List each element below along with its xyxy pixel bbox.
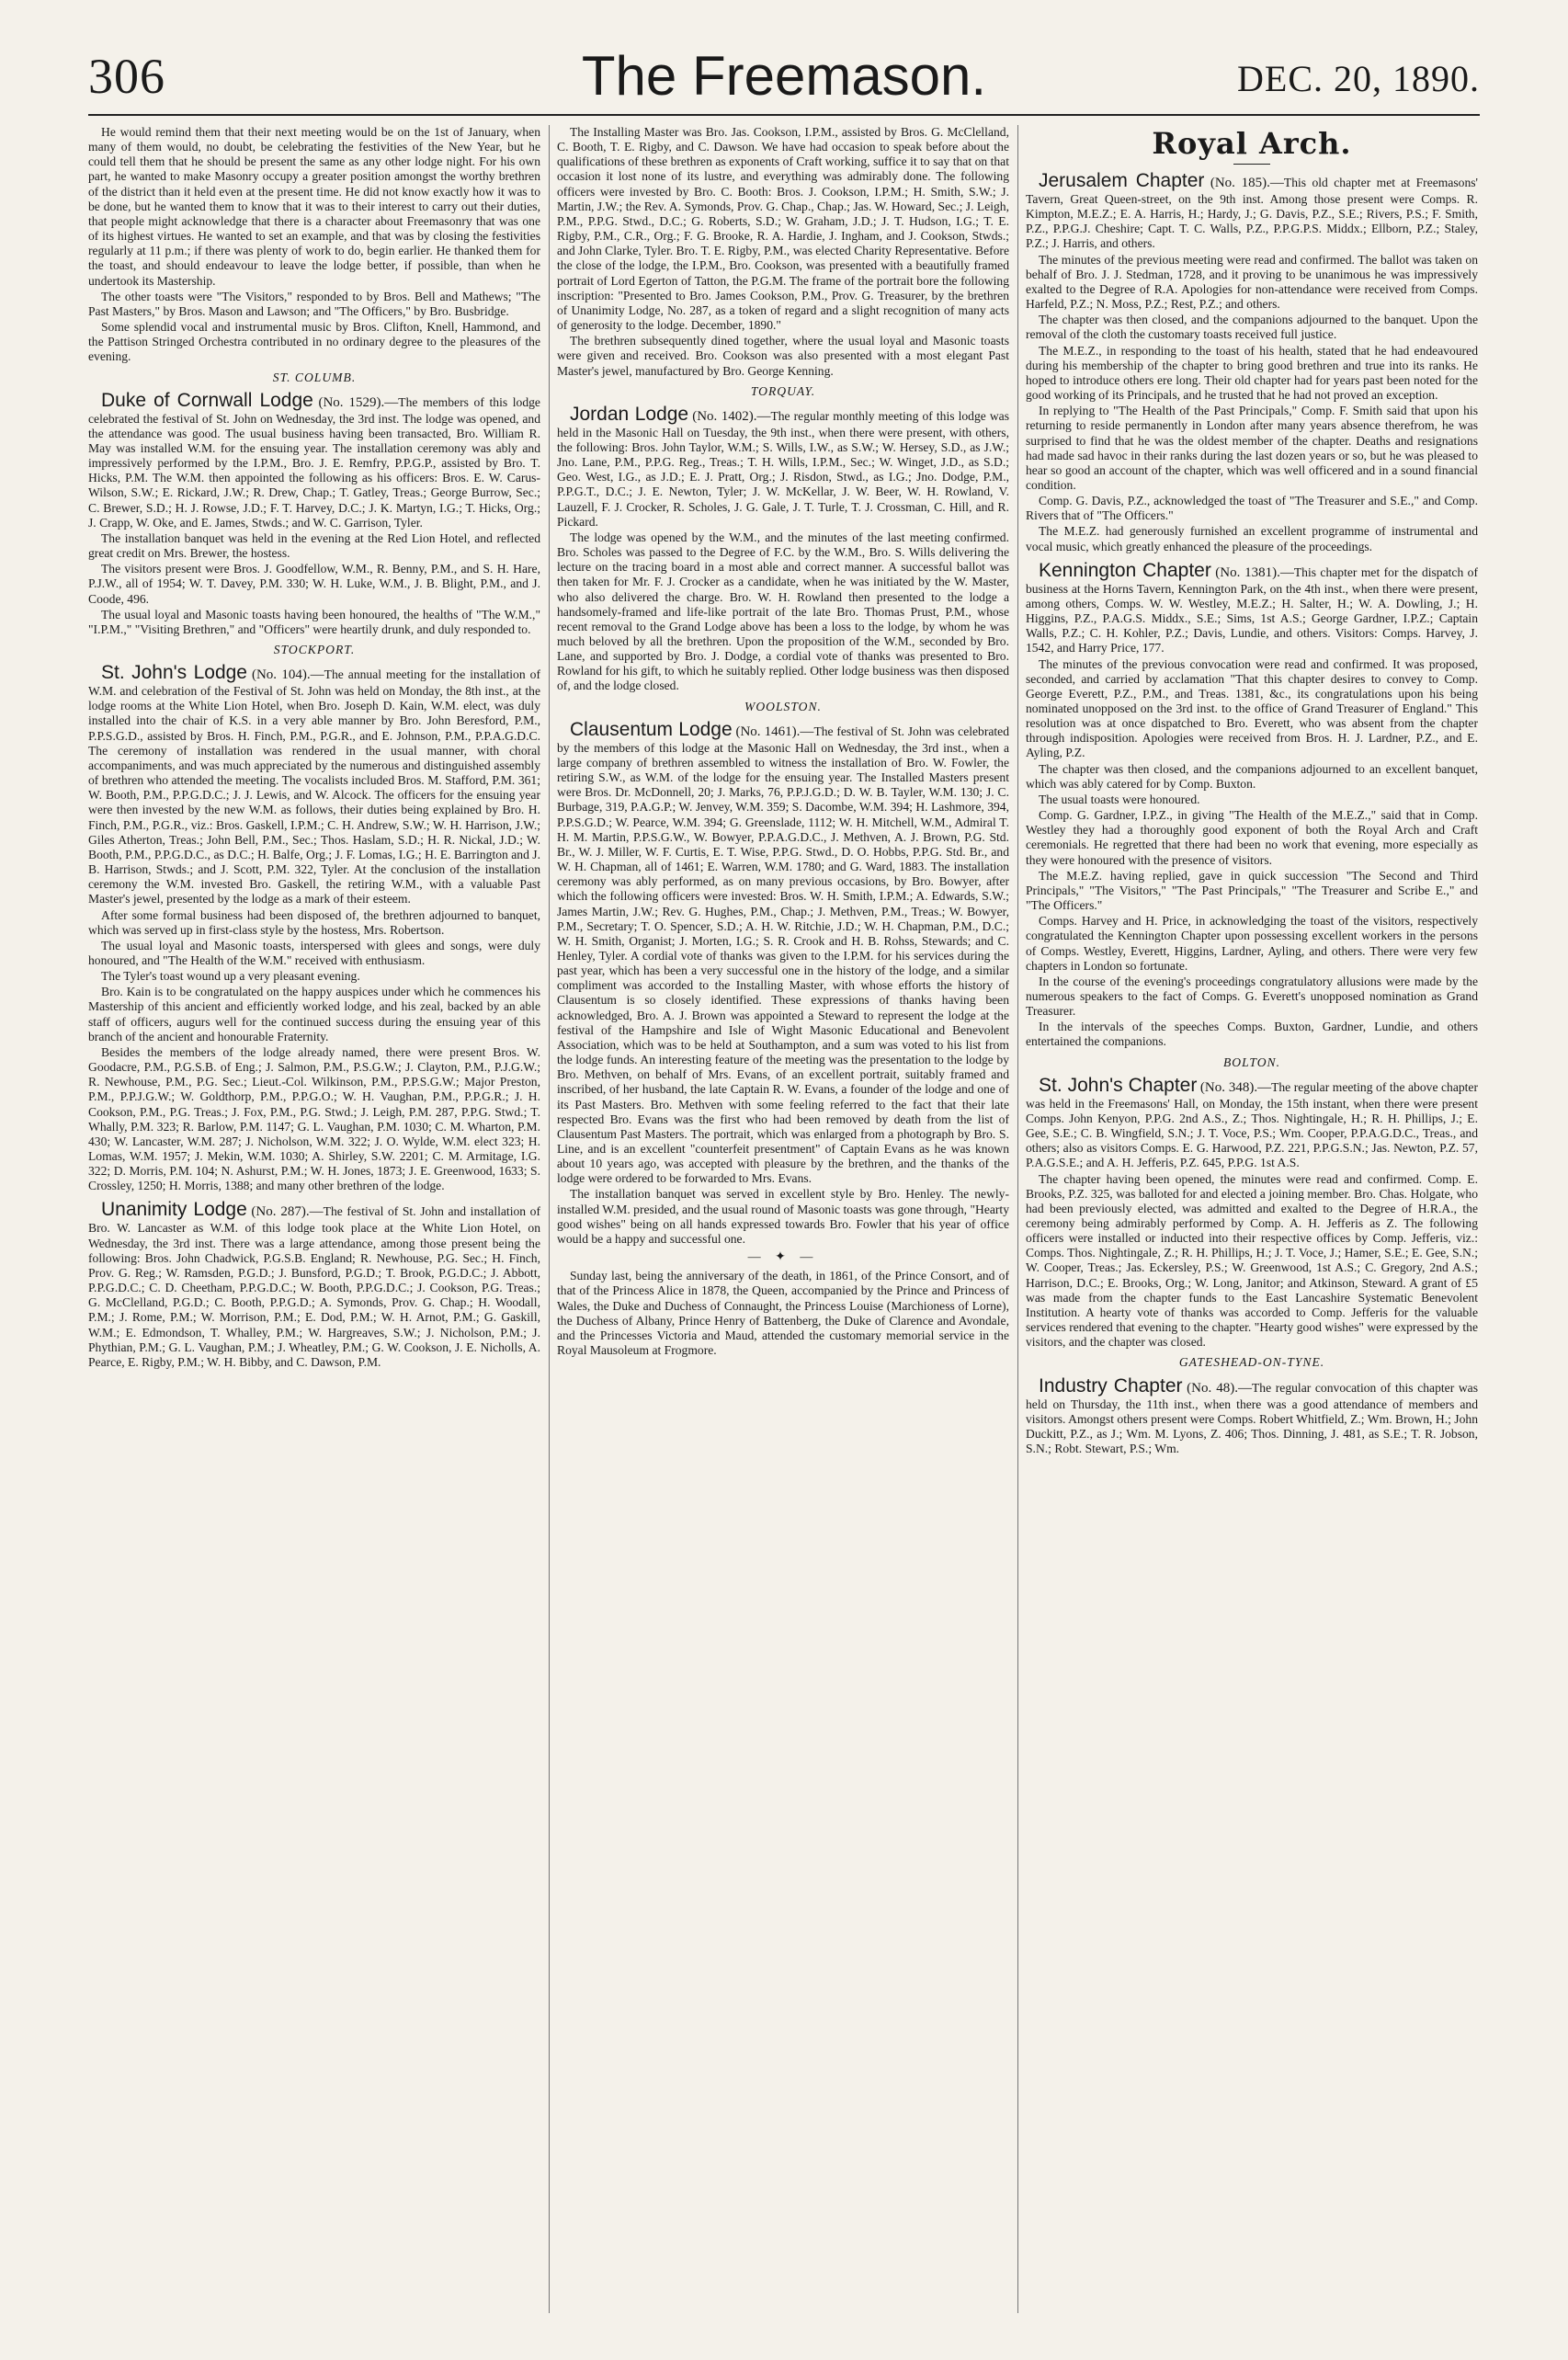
chapter-report	[1026, 1075, 1478, 1171]
publication-title: The Freemason.	[581, 45, 987, 107]
lodge-title: Clausentum Lodge	[570, 718, 733, 740]
report-text: The regular monthly meeting of this lodge was held in the Masonic Hall on Tuesday, the 9th inst., when there were present, with others, the following: Bros. John Taylor, W.M.; S. Wills, I.W., as S.W.; W. Hersey, S.D., as J.W.; Jno. Lane, P.M., P.P.G. Reg., Treas.; T. H. Wills, I.P.M., Sec.; W. Winget, J.D., as S.D.; Geo. West, I.G., as J.D.; E. J. Pratt, Org.; J. Risdon, Stwd., as I.G.; Jno. Dodge, P.M., P.P.G.T., D.C.; J. E. Newton, Tyler; J. W. McKellar, J. W. Beer, W. H. Rowland, V. Lauzell, F. J. Crocker, R. Scholes, J. G. Gale, J. T. Turle, T. J. Crossman, C. Hill, and R. Pickard.	[557, 408, 1009, 529]
paragraph: Sunday last, being the anniversary of the death, in 1861, of the Prince Consort, and of that of the Princess Alice in 1878, the Queen, accompanied by the Prince and Princess of Wales, the Duke and Duchess of Connaught, the Princess Louise (Marchioness of Lorne), the Duchess of Albany, Prince Henry of Battenberg, the Duke of Clarence and Avondale, and the Princesses Victoria and Maud, attended the customary memorial service in the Royal Mausoleum at Frogmore.	[557, 1269, 1009, 1358]
lodge-report	[88, 1199, 540, 1370]
report-text: The regular meeting of the above chapter was held in the Freemasons' Hall, on Monday, the 15th instant, when there were present Comps. John Kenyon, P.P.G. 2nd A.S., Z.; Thos. Nightingale, H.; R. H. Phillips, J.; E. Gee, S.E.; C. B. Wingfield, S.N.; J. T. Voce, P.S.; Wm. Cooper, P.P.A.G.D.C., Treas., and others; also as visitors Comps. E. G. Harwood, P.Z. 221, P.P.G.S.N.; Jas. Newton, P.Z. 57, P.A.G.S.E.; and A. H. Jefferis, P.Z. 645, P.P.G. 1st A.S.	[1026, 1079, 1478, 1170]
location-heading: STOCKPORT.	[273, 643, 356, 656]
paragraph: Besides the members of the lodge already named, there were present Bros. W. Goodacre, P.M., P.G.S.B. of Eng.; J. Salmon, P.M., P.S.G.W.; J. Clayton, P.M., P.J.G.W.; R. Newhouse, P.M., P.G. Sec.; Lieut.-Col. Wilkinson, P.M., P.P.S.G.W.; Major Preston, P.M., P.P.J.G.W.; W. Goldthorp, P.M., P.P.G.O.; W. H. Vaughan, P.M., P.P.G.R.; J. H. Cookson, P.M., P.G. Treas.; J. Fox, P.M., P.G. Stwd.; J. Leigh, P.M. 287, P.P.G. Stwd.; T. Whally, P.M. 323; R. Barlow, P.M. 1147; G. L. Vaughan, P.M. 1030; C. M. Wharton, P.M. 430; W. Lancaster, W.M. 287; J. Nicholson, W.M. 322; J. O. Wylde, W.M. elect 323; H. Lomas, W.M. 1957; J. Mekin, W.M. 1030; A. Shirley, S.W. 2201; C. M. Armitage, I.G. 322; D. Morris, P.M. 104; N. Ashurst, P.M.; W. H. Jones, 1873; J. E. Greenwood, 1633; S. Crossley, 1250; H. Morris, 1388; and many other brethren of the lodge.	[88, 1044, 540, 1193]
paragraph: After some formal business had been disposed of, the brethren adjourned to banquet, which was served up in first-class style by the hostess, Mrs. Robertson.	[88, 907, 540, 937]
paragraph: The M.E.Z., in responding to the toast of his health, stated that he had endeavoured during his membership of the chapter to bring good brethren and true into its ranks. He hoped to introduce others ere long. Their old chapter had for years past been noted for the good working of its Principals, and he trusted that he had not proved an exception.	[1026, 343, 1478, 403]
paragraph: He would remind them that their next meeting would be on the 1st of January, when many of them would, no doubt, be celebrating the festivities of the New Year, but he could tell them that he should be present the same as any other lodge night. For his own part, he wanted to make Masonry occupy a greater position amongst the worthy brethren of the district than it held even at the present time. He did not know exactly how it was to be done, but he wanted them to know that it was to their interest to carry out their duties, that people might acknowledge that there is a character about Freemasonry that was one of its highest virtues. He wanted to set an example, and that was by closing the festivities regularly at 11 p.m.; if there was plenty of work to do, begin earlier. He thanked them for the toast, and should endeavour to leave the lodge better, if possible, than when he undertook its Mastership.	[88, 125, 540, 288]
paragraph: The Installing Master was Bro. Jas. Cookson, I.P.M., assisted by Bros. G. McClelland, C. Booth, T. E. Rigby, and C. Dawson. We have had occasion to speak before about the qualifications of these brethren as exponents of Craft working, suffice it to say that on that occasion it lost none of its lustre, and everything was admirably done. The following officers were invested by Bro. C. Booth: Bros. J. Cookson, I.P.M.; H. Smith, S.W.; J. Martin, J.W.; the Rev. A. Symonds, Prov. G. Chap., Chap.; Jas. W. Howard, Sec.; J. Leigh, P.M., P.P.G. Stwd., D.C.; G. Roberts, S.D.; W. Graham, J.D.; J. T. Hudson, I.G.; T. E. Rigby, P.M., C.R., Org.; F. G. Brooke, R. A. Hardie, J. Ingham, and J. Cookson, Stwds.; and John Clarke, Tyler. Bro. T. E. Rigby, P.M., was elected Charity Representative. Before the close of the lodge, the I.P.M., Bro. Cookson, was presented with a beautifully framed portrait of Lord Egerton of Tatton, the P.G.M. The frame of the portrait bore the following inscription: "Presented to Bro. James Cookson, P.M., Prov. G. Treasurer, by the brethren of Unanimity Lodge, No. 287, as a token of regard and a slight recognition of many acts of generosity to the lodge. December, 1890."	[557, 125, 1009, 333]
paragraph: The minutes of the previous meeting were read and confirmed. The ballot was taken on behalf of Bro. J. J. Stedman, 1728, and it proving to be unanimous he was impressively exalted to the Degree of R.A. Apologies for non-attendance were received from Comps. Harfeld, P.Z.; N. Moss, P.Z.; Rest, P.Z.; and others.	[1026, 252, 1478, 312]
lodge-report	[88, 662, 540, 906]
report-text: The festival of St. John and installation of Bro. W. Lancaster as W.M. of this lodge took place at the White Lion Hotel, on Wednesday, the 3rd inst. There was a large attendance, among those present being the following: Bros. John Chadwick, P.G.S.B. England; R. Newhouse, P.G. Sec.; H. Finch, Prov. G. Reg.; W. Ramsden, P.G.D.; J. Bunsford, P.G.D.; T. Brook, P.G.D.C.; J. Abbott, P.P.G.D.C.; C. D. Cheetham, P.P.G.D.C.; W. Booth, P.P.G.D.C.; J. Cookson, P.G. Treas.; G. McClelland, P.G.D.; C. Booth, P.P.G.D.; A. Symonds, Prov. G. Chap.; H. Woodall, P.M.; J. Rome, P.M.; W. Morrison, P.M.; E. Dod, P.M.; W. H. Arnot, P.M.; G. Gaskill, W.M.; E. Edmondson, T. Whalley, P.M.; W. Hargreaves, S.W.; J. Nicholson, P.M.; J. Phythian, P.M.; G. L. Vaughan, P.M.; J. Wheatley, P.M.; G. W. Cookson, J. E. Nicholls, A. Pearce, E. Rigby, P.M.; W. H. Bibby, and C. Dawson, P.M.	[88, 1204, 540, 1369]
masthead-rule	[88, 114, 1480, 116]
paragraph: In replying to "The Health of the Past Principals," Comp. F. Smith said that upon his returning to reside permanently in London after many years absence therefrom, he was surprised to find that he was the oldest member of the chapter. Deaths and resignations had made sad havoc in their ranks during the last dozen years or so, but he was pleased to hear so good an account of the chapter, which was well officered and in a sound financial condition.	[1026, 404, 1478, 492]
report-text: This old chapter met at Freemasons' Tavern, Great Queen-street, on the 9th inst. Among those present were Comps. R. Kimpton, M.E.Z.; E. A. Harris, H.; Hardy, J.; G. Davis, P.Z., S.E.; Rivers, P.S.; F. Smith, P.Z., P.P.G.J. Cheshire; Capt. T. C. Walls, P.Z., P.P.G.P.S. Middx.; Ellborn, P.Z.; Staley, P.Z.; J. Harris, and others.	[1026, 176, 1478, 251]
paragraph: The minutes of the previous convocation were read and confirmed. It was proposed, seconded, and carried by acclamation "That this chapter desires to convey to Comp. George Everett, P.Z., P.M., and Treas. 1381, &c., its congratulations upon his being nominated unopposed on the 3rd inst. to the office of Grand Treasurer of England." This resolution was at once dispatched to Bro. Everett, who was absent from the chapter through indisposition. Apologies were received from Bros. H. J. Lardner, P.Z., and E. Ayling, P.Z.	[1026, 656, 1478, 760]
chapter-report	[1026, 560, 1478, 656]
paragraph: Comp. G. Davis, P.Z., acknowledged the toast of "The Treasurer and S.E.," and Comp. Rivers that of "The Officers."	[1026, 494, 1478, 523]
lodge-title: Unanimity Lodge	[101, 1199, 247, 1221]
paragraph: Some splendid vocal and instrumental music by Bros. Clifton, Knell, Hammond, and the Pattison Stringed Orchestra contributed in no ordinary degree to the pleasures of the evening.	[88, 320, 540, 364]
column-2	[557, 125, 1009, 2322]
chapter-number: (No. 48).—	[1187, 1380, 1252, 1396]
chapter-number: (No. 1381).—	[1215, 564, 1294, 580]
location-heading: WOOLSTON.	[744, 699, 822, 713]
location-heading: ST. COLUMB.	[272, 370, 357, 384]
paragraph: The brethren subsequently dined together, where the usual loyal and Masonic toasts were given and received. Bro. Cookson was also presented with a most elegant Past Master's jewel, manufactured by Bro. George Kenning.	[557, 334, 1009, 378]
paragraph: The chapter was then closed, and the companions adjourned to an excellent banquet, which was ably catered for by Comp. Buxton.	[1026, 761, 1478, 791]
location-heading: TORQUAY.	[750, 383, 816, 398]
paragraph: The visitors present were Bros. J. Goodfellow, W.M., R. Benny, P.M., and S. H. Hare, P.J.W., all of 1954; W. T. Davey, P.M. 330; W. H. Luke, W.M., J. B. Blight, P.M., and J. Coode, 496.	[88, 562, 540, 606]
paragraph: The usual loyal and Masonic toasts having been honoured, the healths of "The W.M.," "I.P.M.," "Visiting Brethren," and "Officers" were heartily drunk, and duly responded to.	[88, 607, 540, 636]
issue-date: DEC. 20, 1890.	[1237, 58, 1480, 99]
lodge-number: (No. 1402).—	[692, 408, 771, 424]
lodge-title: Duke of Cornwall Lodge	[101, 389, 313, 411]
section-ornament: — ✦ —	[747, 1250, 819, 1265]
column-divider	[549, 125, 550, 2313]
chapter-report	[1026, 1375, 1478, 1457]
page-number: 306	[88, 49, 165, 104]
lodge-number: (No. 104).—	[251, 667, 324, 683]
column-1	[88, 125, 540, 2322]
paragraph: Comps. Harvey and H. Price, in acknowledging the toast of the visitors, respectively congratulated the Kennington Chapter upon possessing excellent workers in the persons of Comps. Westley, Everett, Higgins, Lardner, Ayling, and others. There were very few chapters in London so fortunate.	[1026, 914, 1478, 973]
location-heading: GATESHEAD-ON-TYNE.	[1178, 1355, 1325, 1370]
report-text: The members of this lodge celebrated the festival of St. John on Wednesday, the 3rd inst. The lodge was opened, and the attendance was good. The usual business having been transacted, Bro. William R. May was installed W.M. for the ensuing year. The installation ceremony was ably and impressively performed by the I.P.M., Bro. J. E. Remfry, P.P.G.P., assisted by Bro. T. Hicks, P.M. The W.M. then appointed the following as his officers: Bros. E. W. Carus-Wilson, S.W.; E. Rickard, J.W.; R. Drew, Chap.; T. Gatley, Treas.; George Burrow, Sec.; C. Brewer, S.D.; H. J. Rowse, J.D.; F. T. Harvey, D.C.; J. K. Martyn, I.G.; T. Hicks, Org.; J. Crapp, W. Oke, and E. James, Stwds.; and W. C. Garrison, Tyler.	[88, 394, 540, 530]
report-text: The annual meeting for the installation of W.M. and celebration of the Festival of St. John was held on Monday, the 8th inst., at the lodge rooms at the White Lion Hotel, when Bro. Joseph D. Kain, W.M. elect, was duly installed into the chair of K.S. in a very able manner by Bro. John Beresford, P.M., P.P.S.G.D., assisted by Bros. H. Finch, P.M., P.G.R., and E. Johnson, P.M., P.P.A.G.D.C. The ceremony of installation was rendered in the usual manner, with choral accompaniments, and was much appreciated by the numerous and distinguished assembly of brethren who attended the meeting. The vocalists included Bros. M. Stafford, P.M. 361; W. Booth, P.M., P.P.G.D.C.; J. J. Lewis, and W. Alcock. The officers for the ensuing year were then invested by the new W.M. as follows, their duties being explained by Bro. H. Finch, P.M., P.G.R., viz.: Bros. Gaskell, I.P.M.; C. H. Andrew, S.W.; W. H. Harrison, J.W.; Giles Atherton, Treas.; John Bell, P.M., Sec.; Thos. Haslam, S.D.; H. R. Nickal, J.D.; W. Booth, P.M., P.P.G.D.C., as D.C.; H. Balfe, Org.; J. F. Lomas, I.G.; H. E. Barrington and J. B. Harrison, Stwds.; and J. Scott, P.M. 322, Tyler. At the conclusion of the installation ceremony the W.M. invested Bro. Gaskell, the retiring W.M., with a valuable Past Master's jewel, presented by the lodge as a mark of their esteem.	[88, 667, 540, 906]
lodge-number: (No. 1461).—	[735, 724, 814, 739]
paragraph: The usual toasts were honoured.	[1039, 792, 1200, 806]
paragraph: The chapter having been opened, the minutes were read and confirmed. Comp. E. Brooks, P.Z. 325, was balloted for and elected a joining member. Bro. Chas. Holgate, who had been previously elected, was admitted and exalted to the Degree of H.R.A., the ceremony being admirably performed by Comp. A. H. Jefferis as Z. The following officers were installed or inducted into their respective offices by Comp. Jefferis, viz.: Comps. Thos. Nightingale, Z.; R. H. Phillips, H.; J. T. Voce, J.; Hamer, S.E.; E. Gee, S.N.; W. Cooper, Treas.; Jas. Eckersley, P.S.; W. Greenwood, 1st A.S.; C. Gregory, 2nd A.S.; Harrison, D.C.; E. Brooks, Org.; W. Long, Janitor; and Atkinson, Steward. A grant of £5 was made from the chapter funds to the East Lancashire Systematic Benevolent Institution. A hearty vote of thanks was accorded to Comp. Jefferis for the valuable services rendered that evening to the chapter. "Hearty good wishes" were expressed by the visitors, and the chapter was closed.	[1026, 1171, 1478, 1350]
chapter-title: Industry Chapter	[1039, 1374, 1183, 1397]
lodge-number: (No. 1529).—	[318, 394, 399, 410]
lodge-title: Jordan Lodge	[570, 403, 689, 425]
column-divider	[1017, 125, 1018, 2313]
location-heading: BOLTON.	[1222, 1055, 1280, 1069]
section-rule	[1233, 164, 1270, 165]
paragraph: The installation banquet was held in the evening at the Red Lion Hotel, and reflected great credit on Mrs. Brewer, the hostess.	[88, 530, 540, 561]
paragraph: In the course of the evening's proceedings congratulatory allusions were made by the numerous speakers to the fact of Comps. G. Everett's unopposed nomination as Grand Treasurer.	[1026, 974, 1478, 1019]
paragraph: Bro. Kain is to be congratulated on the happy auspices under which he commences his Mastership of this ancient and efficiently worked lodge, and his zeal, backed by an able staff of officers, augurs well for the continued success during the ensuing year of this branch of the ancient and honourable Fraternity.	[88, 985, 540, 1043]
masthead	[88, 40, 1480, 112]
paragraph: The chapter was then closed, and the companions adjourned to the banquet. Upon the removal of the cloth the customary toasts received full justice.	[1026, 313, 1478, 342]
lodge-title: St. John's Lodge	[101, 662, 247, 684]
paragraph: The lodge was opened by the W.M., and the minutes of the last meeting confirmed. Bro. Scholes was passed to the Degree of F.C. by the W.M., Bro. S. Wills delivering the lecture on the tracing board in a most able and correct manner. A successful ballot was then taken for Mr. F. J. Crocker as a candidate, when he was initiated by the W. Master, who also delivered the charge. Bro. W. H. Rowland then presented to the lodge a handsomely-framed and life-like portrait of the late Bro. Thomas Prust, P.M., whose recent removal to the Grand Lodge above has been a loss to the lodge, by whom he was much beloved by all the brethren. Upon the proposition of the W.M., seconded by Bro. Lane, and supported by Bro. J. Dodge, a cordial vote of thanks was presented to Bro. Rowland for his gift, to which he suitably replied. Other lodge business was then disposed of, and the lodge closed.	[557, 530, 1009, 693]
chapter-title: Kennington Chapter	[1039, 559, 1211, 581]
chapter-title: St. John's Chapter	[1039, 1074, 1198, 1096]
lodge-report	[557, 719, 1009, 1187]
report-text: This chapter met for the dispatch of business at the Horns Tavern, Kennington Park, on the 4th inst., when there were present, among others, Comps. W. W. Westley, M.E.Z.; H. Salter, H.; W. A. Dowling, J.; H. Higgins, P.Z., P.A.G.S. Middx., S.E.; Sims, 1st A.S.; George Gardner, I.P.Z.; Captain Walls, P.Z.; C. H. Kohler, P.Z.; Davis, Lundie, and others. Visitors: Comps. Harvey, J. 1542, and Harry Price, 177.	[1026, 564, 1478, 656]
paragraph: The Tyler's toast wound up a very pleasant evening.	[101, 969, 360, 984]
lodge-report	[88, 390, 540, 530]
lodge-number: (No. 287).—	[251, 1204, 324, 1220]
chapter-report	[1026, 170, 1478, 252]
chapter-number: (No. 348).—	[1199, 1079, 1272, 1095]
paragraph: The usual loyal and Masonic toasts, interspersed with glees and songs, were duly honoured, and "The Health of the W.M." received with enthusiasm.	[88, 938, 540, 967]
paragraph: The M.E.Z. having replied, gave in quick succession "The Second and Third Principals," "The Visitors," "The Past Principals," "The Treasurer and Scribe E.," and "The Officers."	[1026, 868, 1478, 913]
paragraph: The M.E.Z. had generously furnished an excellent programme of instrumental and vocal music, which greatly enhanced the pleasure of the proceedings.	[1026, 524, 1478, 553]
chapter-title: Jerusalem Chapter	[1039, 170, 1205, 191]
paragraph: The installation banquet was served in excellent style by Bro. Henley. The newly-installed W.M. presided, and the usual round of Masonic toasts was gone through, "Hearty good wishes" being on all hands expressed towards Bro. Fowler that his year of office would be a happy and successful one.	[557, 1187, 1009, 1246]
paragraph: The other toasts were "The Visitors," responded to by Bros. Bell and Mathews; "The Past Masters," by Bros. Mason and Lawson; and "The Officers," by Bro. Busbridge.	[88, 289, 540, 318]
lodge-report	[557, 404, 1009, 530]
report-text: The regular convocation of this chapter was held on Thursday, the 11th inst., when there was a good attendance of members and visitors. Amongst others present were Comps. Robert Whitfield, Z.; Wm. Brown, H.; John Duckitt, P.Z., as J.; Wm. M. Lyons, Z. 406; Thos. Dinning, J. 481, as S.E.; T. R. Jobson, S.N.; Robt. Stewart, P.S.; Wm.	[1026, 1380, 1478, 1456]
chapter-number: (No. 185).—	[1210, 176, 1284, 190]
paragraph: In the intervals of the speeches Comps. Buxton, Gardner, Lundie, and others entertained the companions.	[1026, 1020, 1478, 1049]
section-title: Royal Arch.	[1152, 126, 1352, 161]
report-text: The festival of St. John was celebrated by the members of this lodge at the Masonic Hall on Wednesday, the 3rd inst., when a large company of brethren assembled to witness the installation of Bro. W. Fowler, the retiring S.W., as W.M. of the lodge for the ensuing year. The Installed Masters present were Bros. Dr. McDonnell, 20; J. Marks, 76, P.P.J.G.D.; D. W. B. Tayler, W.M. 130; J. C. Burbage, 319, P.A.G.P.; W. Jenvey, W.M. 359; S. Dacombe, W.M. 394; H. Lashmore, 394, P.P.S.G.D.; W. Pearce, W.M. 394; G. Greenslade, 1112; W. H. Mitchell, W.M., Admiral T. H. M. Martin, P.P.S.G.W., W. Bowyer, P.P.A.G.D.C., J. Methven, A. J. Brown, P.G. Std. Br., W. J. Miller, W. F. Curtis, E. T. Wise, P.P.G. Stwd., D. O. Hobbs, P.P.G. Std. Br., and W. H. Chapman, all of 1461; E. Warren, W.M. 1780; and G. Ward, 1883. The installation ceremony was ably performed, as on many previous occasions, by Bro. Bowyer, after which the following officers were invested: Bros. W. H. Smith, I.P.M.; A. Edwards, S.W.; James Martin, J.W.; Rev. G. Hughes, P.M., Chap.; J. Methven, P.M., Treas.; W. Bowyer, P.M., Secretary; T. O. Spencer, S.D.; A. H. W. Ritchie, J.D.; W. H. Chapman, P.M., D.C.; W. H. Smith, Organist; J. Morten, I.G.; S. R. Crook and H. B. Rohss, Stewards; and C. Henley, Tyler. A cordial vote of thanks was given to the I.P.M. for his services during the past year, which has been a very successful one in the history of the lodge, and a similar compliment was accorded to the Installing Master, with whose efforts the history of Clausentum is so closely identified. These expressions of thanks having been acknowledged, Bro. A. J. Brown was appointed a Steward to represent the lodge at the festival of the Hampshire and Isle of Wight Masonic Educational and Benevolent Association, which was to be held at Southampton, and a sum was voted to his list from the lodge funds. An interesting feature of the meeting was the presentation to the lodge by Bro. Methven, on behalf of Mrs. Evans, of an excellent portrait, suitably framed and inscribed, of her husband, the late Captain R. W. Evans, a founder of the lodge and one of its Past Masters. Bro. Methven with some feeling referred to the fact that their late respected Bro. Evans was the first who had been removed by death from the list of Clausentum Past Masters. The portrait, which was enlarged from a photograph by Bro. S. Line, and is an excellent "counterfeit presentment" of Captain Evans as he was known about 10 years ago, was accepted with pleasure by the brethren, and the thanks of the lodge were ordered to be forwarded to Mrs. Evans.	[557, 724, 1009, 1186]
paragraph: Comp. G. Gardner, I.P.Z., in giving "The Health of the M.E.Z.," said that in Comp. Westley they had a thoroughly good exponent of both the Royal Arch and Craft ceremonials. He regretted that there had been no work that evening, more especially as they were honoured with the presence of visitors.	[1026, 808, 1478, 867]
column-3	[1026, 125, 1478, 2322]
